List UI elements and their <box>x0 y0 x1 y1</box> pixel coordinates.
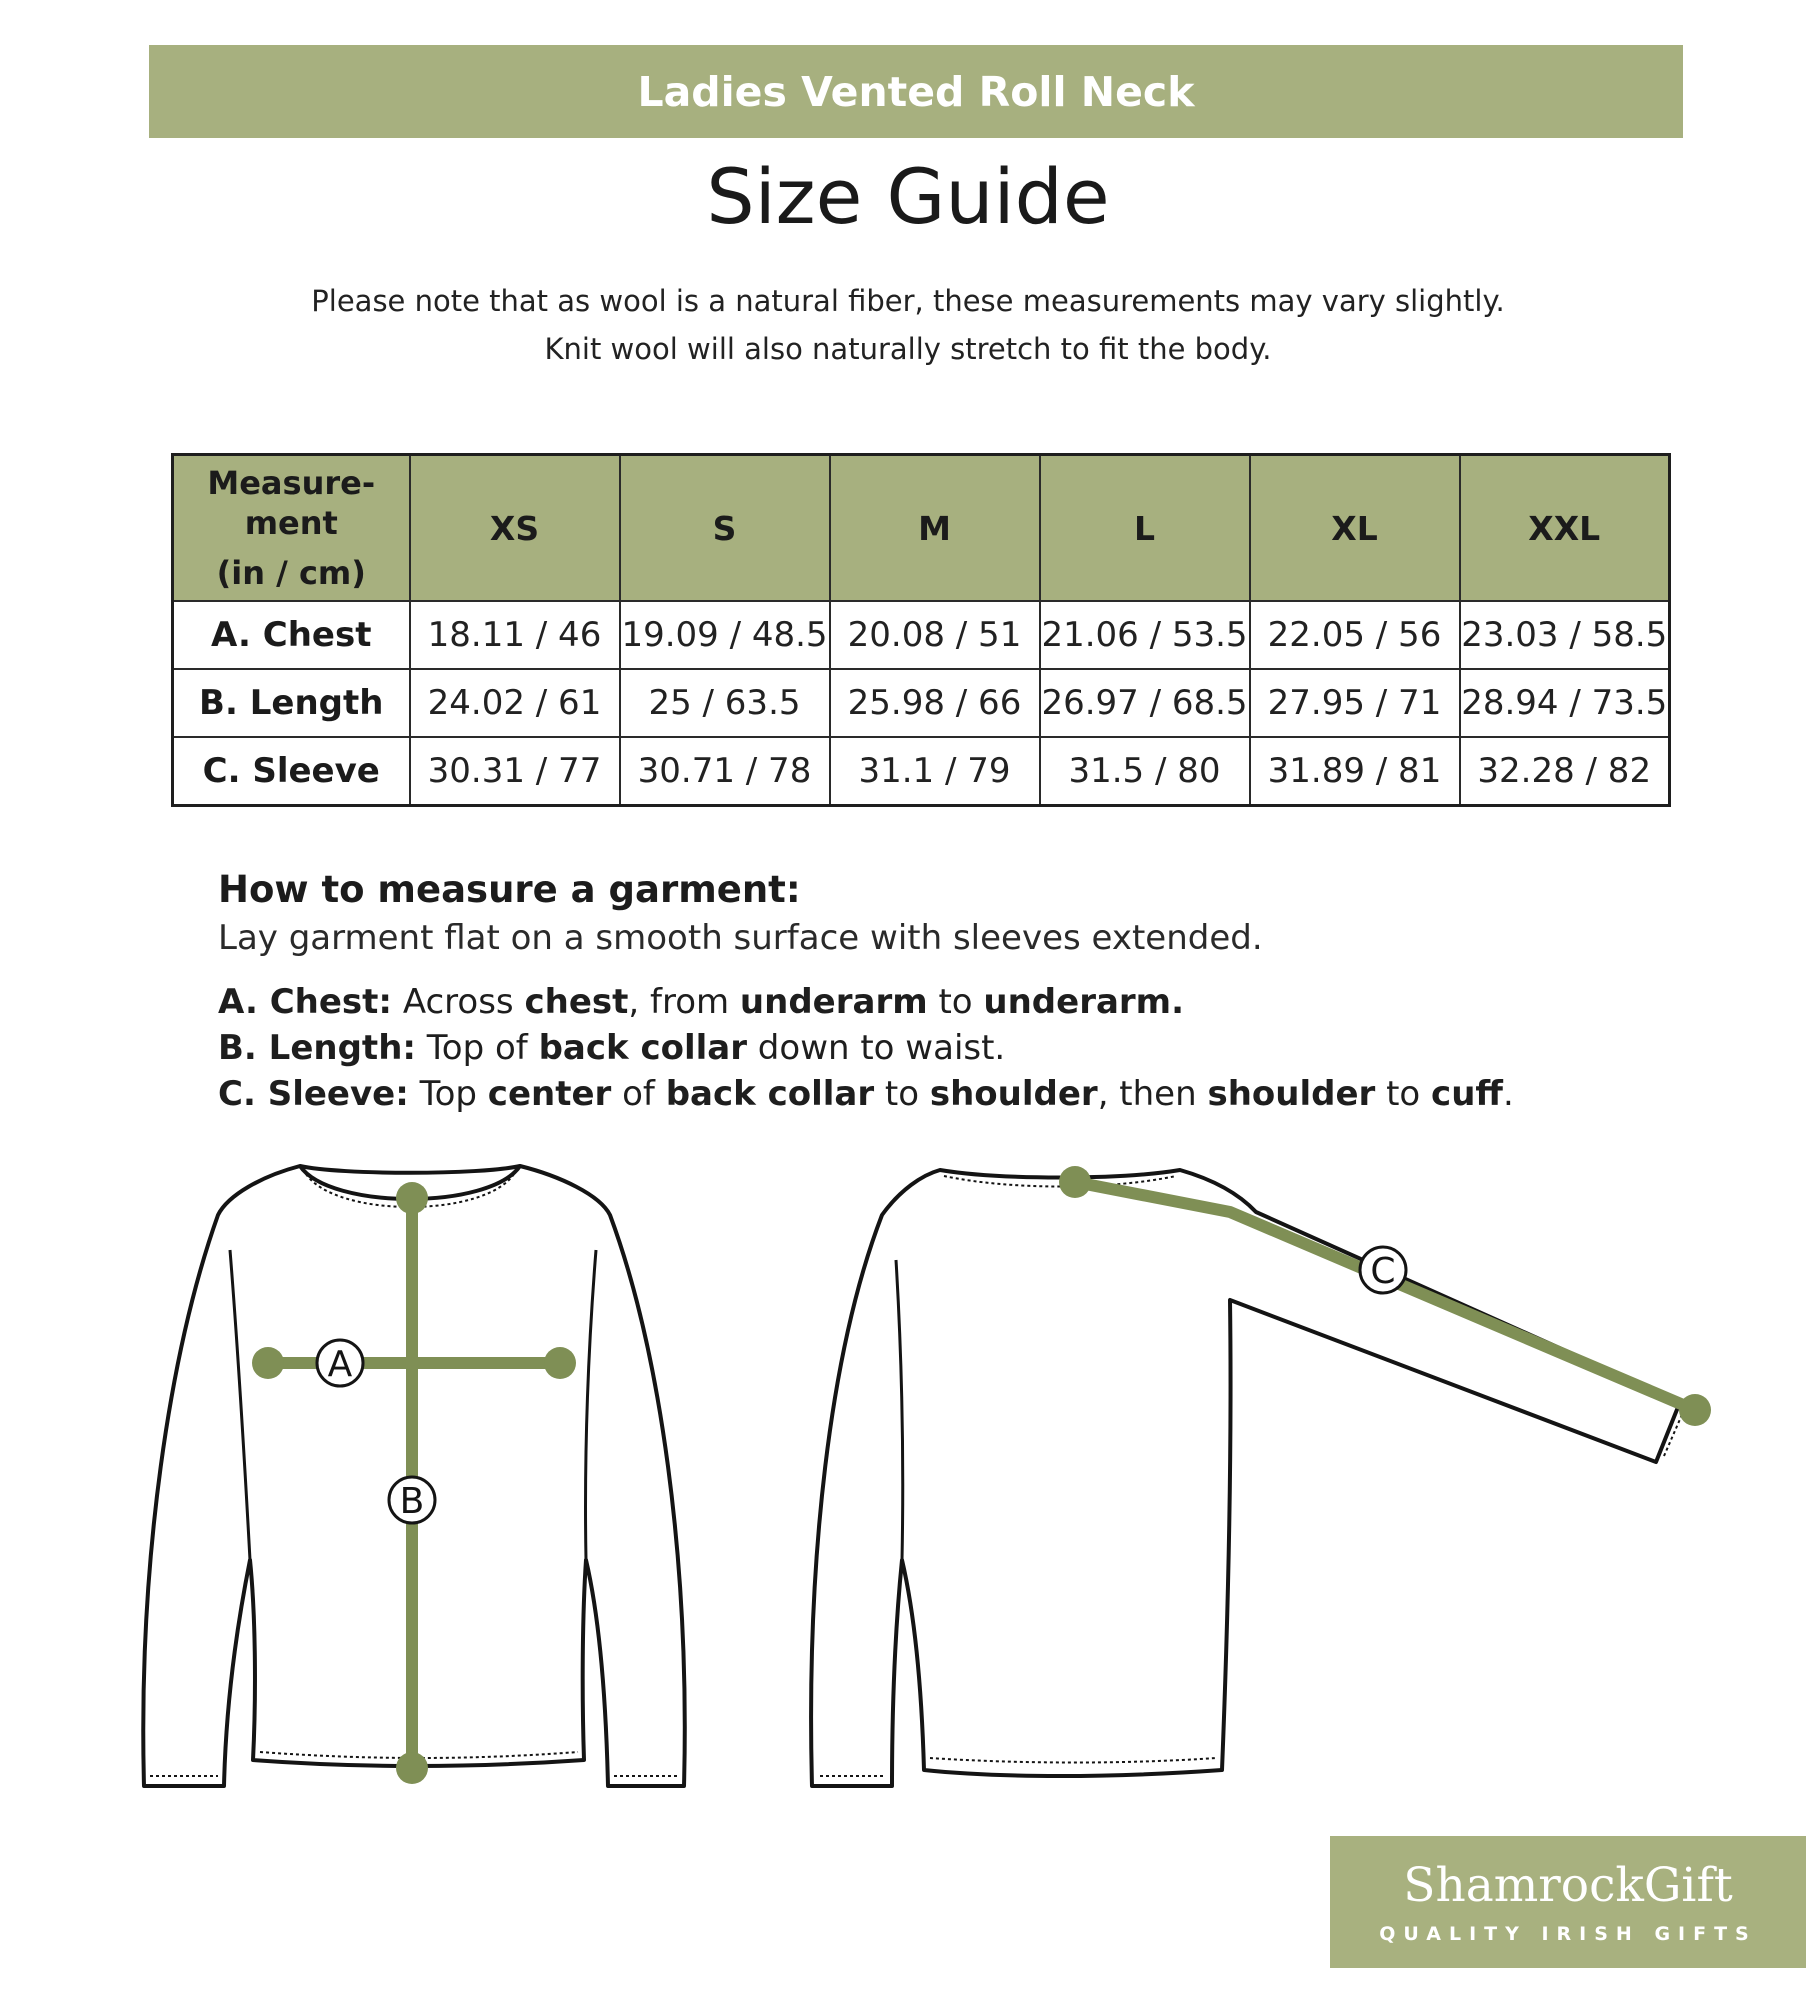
measure-markers <box>317 1247 1406 1523</box>
table-cell: 31.1 / 79 <box>830 737 1040 806</box>
instruction-bold: cuff <box>1431 1074 1503 1114</box>
instruction-text: to <box>1375 1074 1432 1114</box>
table-header-row <box>173 455 1670 602</box>
logo-name: ShamrockGift <box>1403 1858 1733 1913</box>
table-row-chest <box>173 601 1670 669</box>
note-line-1: Please note that as wool is a natural fiber, these measurements may vary slightly. <box>311 284 1505 318</box>
table-cell: 26.97 / 68.5 <box>1040 669 1250 737</box>
instruction-label: C. Sleeve: <box>218 1074 409 1114</box>
instruction-text: of <box>611 1074 666 1114</box>
table-cell: 30.31 / 77 <box>410 737 620 806</box>
instruction-chest <box>218 982 1184 1022</box>
table-cell: 22.05 / 56 <box>1250 601 1460 669</box>
table-cell: 25 / 63.5 <box>620 669 830 737</box>
marker-a <box>317 1340 363 1386</box>
product-title: Ladies Vented Roll Neck <box>637 67 1195 116</box>
table-cell: 24.02 / 61 <box>410 669 620 737</box>
instruction-bold: shoulder <box>1207 1074 1376 1114</box>
table-cell: 31.5 / 80 <box>1040 737 1250 806</box>
table-cell: 30.71 / 78 <box>620 737 830 806</box>
page-heading: Size Guide <box>706 152 1110 241</box>
measurement-header-line: Measure- <box>207 464 376 502</box>
back-measure-lines <box>1075 1182 1695 1410</box>
how-to-title: How to measure a garment: <box>218 868 801 911</box>
instruction-text: . <box>1502 1074 1514 1114</box>
note-line-2: Knit wool will also naturally stretch to fit the body. <box>544 332 1272 366</box>
table-row-length <box>173 669 1670 737</box>
row-label: C. Sleeve <box>173 737 410 806</box>
instruction-bold: center <box>487 1074 612 1114</box>
instruction-bold: chest <box>524 982 629 1022</box>
back-measure-points <box>1059 1166 1711 1426</box>
instruction-label: B. Length: <box>218 1028 416 1068</box>
marker-c-label: C <box>1370 1251 1396 1292</box>
table-cell: 23.03 / 58.5 <box>1460 601 1670 669</box>
marker-c <box>1360 1247 1406 1293</box>
instruction-text: to <box>874 1074 930 1114</box>
size-header-m: M <box>830 455 1040 602</box>
table-row-sleeve <box>173 737 1670 806</box>
table-cell: 27.95 / 71 <box>1250 669 1460 737</box>
size-header-l: L <box>1040 455 1250 602</box>
garment-diagrams <box>0 1140 1816 1800</box>
table-cell: 18.11 / 46 <box>410 601 620 669</box>
instruction-bold: underarm. <box>983 982 1185 1022</box>
marker-b <box>389 1477 435 1523</box>
measurement-header-line: (in / cm) <box>216 554 366 592</box>
back-garment-illustration <box>811 1170 1684 1786</box>
instruction-text: Top of <box>416 1028 539 1068</box>
instruction-text: down to waist. <box>747 1028 1006 1068</box>
table-cell: 25.98 / 66 <box>830 669 1040 737</box>
size-header-xxl: XXL <box>1460 455 1670 602</box>
marker-a-label: A <box>327 1344 353 1385</box>
instruction-length <box>218 1028 1005 1068</box>
marker-b-label: B <box>399 1481 425 1522</box>
logo-tagline: QUALITY IRISH GIFTS <box>1379 1923 1757 1945</box>
size-header-xl: XL <box>1250 455 1460 602</box>
title-banner <box>149 45 1683 138</box>
table-cell: 21.06 / 53.5 <box>1040 601 1250 669</box>
table-cell: 20.08 / 51 <box>830 601 1040 669</box>
instruction-text: , from <box>628 982 740 1022</box>
table-cell: 31.89 / 81 <box>1250 737 1460 806</box>
measurement-header <box>173 455 410 602</box>
instruction-bold: back collar <box>538 1028 747 1068</box>
instruction-text: Across <box>392 982 525 1022</box>
instruction-bold: shoulder <box>929 1074 1098 1114</box>
instruction-text: , then <box>1097 1074 1208 1114</box>
row-label: A. Chest <box>173 601 410 669</box>
table-cell: 28.94 / 73.5 <box>1460 669 1670 737</box>
instruction-sleeve <box>218 1074 1514 1114</box>
size-header-xs: XS <box>410 455 620 602</box>
size-header-s: S <box>620 455 830 602</box>
table-cell: 32.28 / 82 <box>1460 737 1670 806</box>
shamrockgift-logo <box>1330 1836 1806 1968</box>
instruction-bold: underarm <box>739 982 928 1022</box>
instruction-text: to <box>927 982 984 1022</box>
measurement-header-line: ment <box>244 504 338 542</box>
instruction-text: Top <box>408 1074 488 1114</box>
how-to-intro: Lay garment flat on a smooth surface with sleeves extended. <box>218 918 1263 958</box>
size-table <box>171 453 1671 807</box>
table-cell: 19.09 / 48.5 <box>620 601 830 669</box>
instruction-label: A. Chest: <box>218 982 393 1022</box>
instruction-bold: back collar <box>665 1074 875 1114</box>
row-label: B. Length <box>173 669 410 737</box>
